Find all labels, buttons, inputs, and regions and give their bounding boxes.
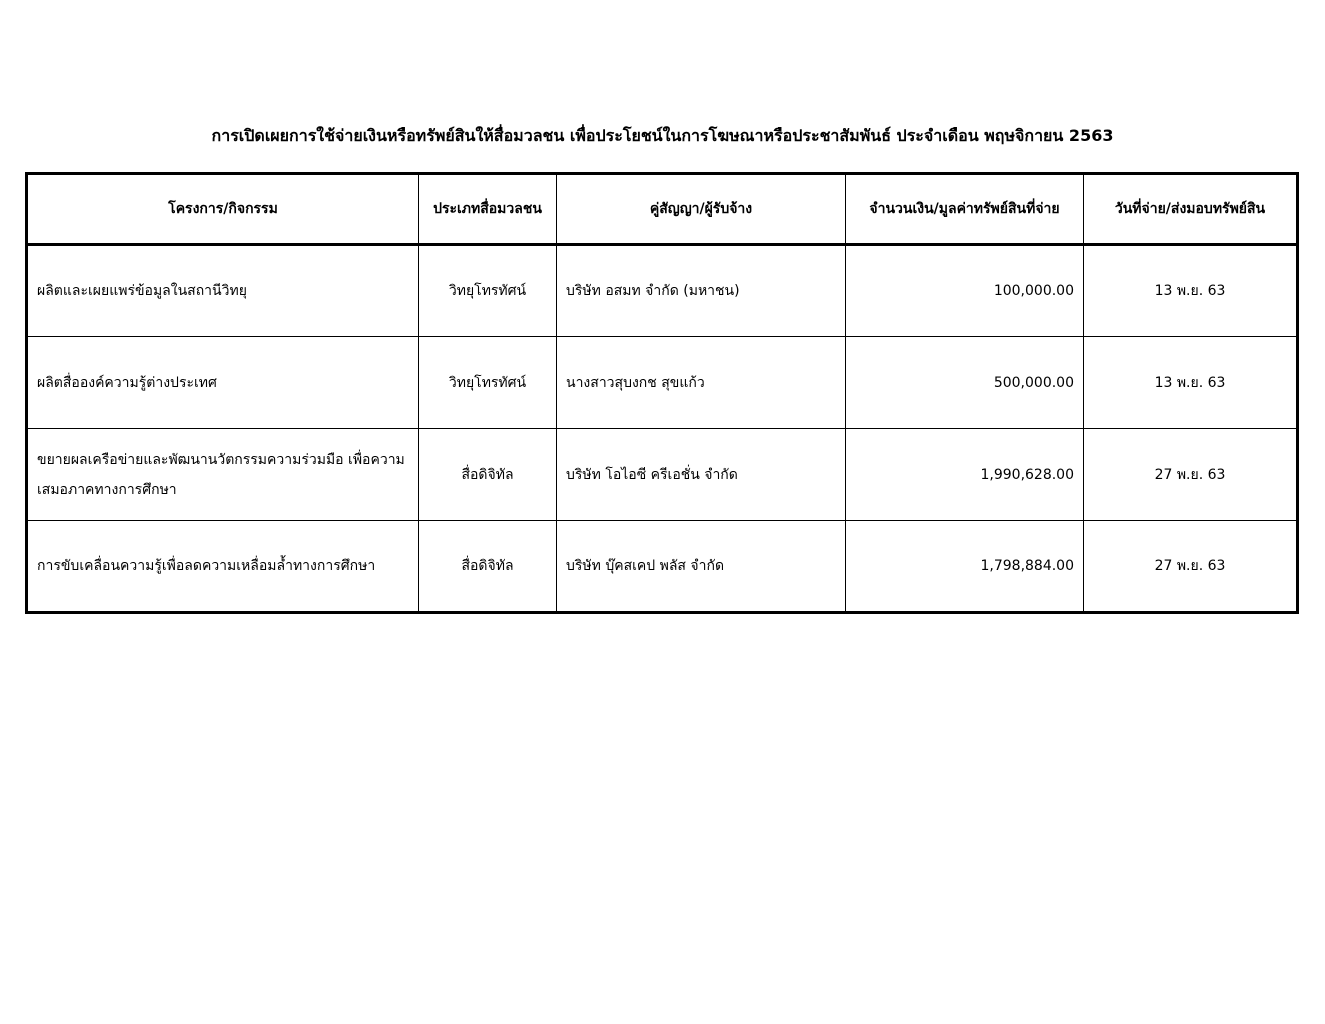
table-row: [27, 337, 1298, 429]
cell-date: 27 พ.ย. 63: [1084, 521, 1298, 613]
cell-date: 13 พ.ย. 63: [1084, 337, 1298, 429]
table-row: [27, 521, 1298, 613]
table-row: [27, 429, 1298, 521]
cell-date: 27 พ.ย. 63: [1084, 429, 1298, 521]
header-media-type: ประเภทสื่อมวลชน: [419, 174, 557, 245]
cell-project: การขับเคลื่อนความรู้เพื่อลดความเหลื่อมล้ำทางการศึกษา: [27, 521, 419, 613]
cell-contractor: บริษัท อสมท จำกัด (มหาชน): [557, 245, 846, 337]
table-row: [27, 245, 1298, 337]
header-contractor: คู่สัญญา/ผู้รับจ้าง: [557, 174, 846, 245]
cell-amount: 100,000.00: [846, 245, 1084, 337]
page-title: การเปิดเผยการใช้จ่ายเงินหรือทรัพย์สินให้สื่อมวลชน เพื่อประโยชน์ในการโฆษณาหรือประชาสัมพันธ์ ประจำเดือน พฤษจิกายน 2563: [211, 126, 1114, 145]
cell-media-type: สื่อดิจิทัล: [419, 521, 557, 613]
header-project: โครงการ/กิจกรรม: [27, 174, 419, 245]
table-header-row: [27, 174, 1298, 245]
cell-contractor: บริษัท บุ๊คสเคป พลัส จำกัด: [557, 521, 846, 613]
cell-amount: 1,798,884.00: [846, 521, 1084, 613]
cell-contractor: บริษัท โอไอซี ครีเอชั่น จำกัด: [557, 429, 846, 521]
cell-date: 13 พ.ย. 63: [1084, 245, 1298, 337]
header-amount: จำนวนเงิน/มูลค่าทรัพย์สินที่จ่าย: [846, 174, 1084, 245]
cell-contractor: นางสาวสุบงกช สุขแก้ว: [557, 337, 846, 429]
cell-media-type: วิทยุโทรทัศน์: [419, 337, 557, 429]
cell-project: ผลิตสื่อองค์ความรู้ต่างประเทศ: [27, 337, 419, 429]
cell-project: ผลิตและเผยแพร่ข้อมูลในสถานีวิทยุ: [27, 245, 419, 337]
cell-amount: 1,990,628.00: [846, 429, 1084, 521]
disclosure-table: [25, 172, 1299, 614]
cell-project: ขยายผลเครือข่ายและพัฒนานวัตกรรมความร่วมมือ เพื่อความเสมอภาคทางการศึกษา: [27, 429, 419, 521]
cell-media-type: สื่อดิจิทัล: [419, 429, 557, 521]
header-date: วันที่จ่าย/ส่งมอบทรัพย์สิน: [1084, 174, 1298, 245]
cell-amount: 500,000.00: [846, 337, 1084, 429]
cell-media-type: วิทยุโทรทัศน์: [419, 245, 557, 337]
